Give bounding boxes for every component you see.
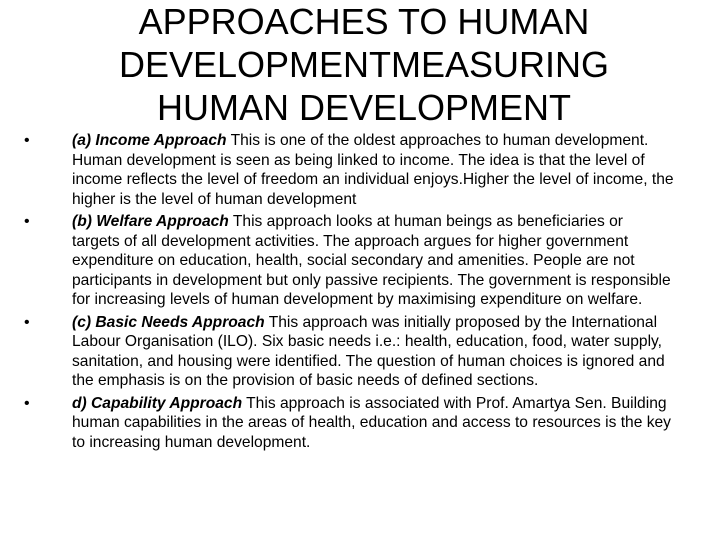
bullet-item-capability-approach [24,394,674,453]
bullet-heading: (a) Income Approach [72,132,227,149]
title-line: HUMAN DEVELOPMENT [156,87,572,128]
bullet-text: This approach was initially proposed by the International Labour Organisation (ILO). Six basic needs i.e.: health, education, food, water supply, sanitation, and housing were identified. The question of human choices is ignored and the emphasis is on the provision of basic needs of defined sections. [72,313,665,389]
bullet-icon: • [24,313,30,331]
bullet-text: This approach is associated with Prof. Amartya Sen. Building human capabilities in the areas of health, education and access to resources is the key to increasing human development. [72,394,671,451]
bullet-text: This is one of the oldest approaches to human development. Human development is seen as being linked to income. The idea is that the level of income reflects the level of freedom an individual enjoys.Higher the level of income, the higher is the level of human development [72,132,674,208]
bullet-icon: • [24,213,30,230]
bullet-icon: • [24,132,30,149]
bullet-item-basic-needs-approach [24,313,674,391]
title-line: DEVELOPMENTMEASURING [118,44,610,85]
bullet-text: This approach looks at human beings as beneficiaries or targets of all development activities. The approach argues for higher government expenditure on education, health, social secondary and amenities. People are not participants in development but only passive recipients. The government is responsible for increasing levels of human development by maximising expenditure on welfare. [72,213,671,308]
slide-title [40,0,688,129]
bullet-heading: d) Capability Approach [72,394,243,412]
bullet-item-welfare-approach [24,212,674,310]
bullet-item-income-approach [24,131,674,209]
title-line: APPROACHES TO HUMAN [138,1,590,42]
bullet-icon: • [24,394,30,412]
bullet-list [24,131,674,455]
bullet-heading: (c) Basic Needs Approach [72,313,265,331]
bullet-heading: (b) Welfare Approach [72,213,229,230]
